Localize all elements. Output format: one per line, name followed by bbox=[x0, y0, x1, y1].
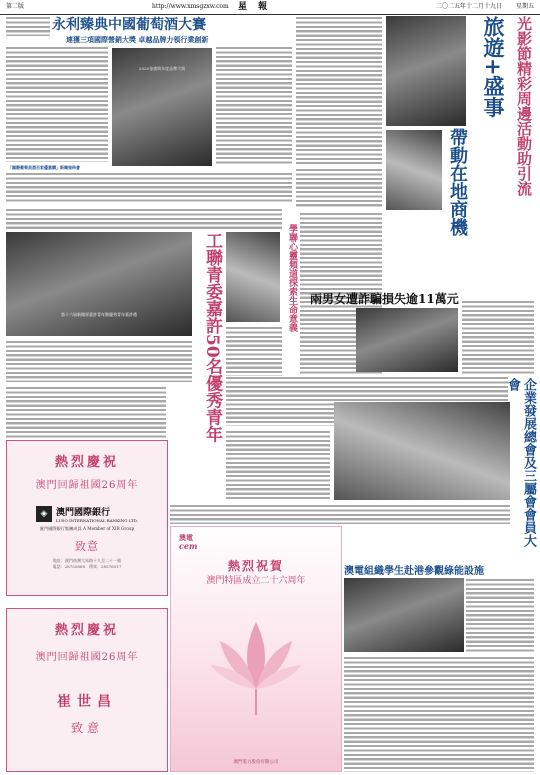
cem-logo-cn: 澳電 bbox=[179, 533, 193, 542]
lotus-icon bbox=[206, 607, 306, 717]
bank-name-cn: 澳門國際銀行 bbox=[56, 508, 111, 518]
ad-column-text bbox=[226, 326, 282, 382]
lead-headline: 永利臻典中國葡萄酒大賽 bbox=[52, 17, 206, 33]
weekday: 星期五 bbox=[516, 3, 535, 10]
feature-kicker-text: 光影節精彩周邊活動助引流 bbox=[515, 16, 533, 196]
page-header bbox=[0, 0, 540, 15]
bank-name-en: LUSO INTERNATIONAL BANKING LTD. bbox=[56, 518, 138, 523]
cem-body-text-2 bbox=[344, 656, 534, 772]
greeting-ad bbox=[6, 608, 168, 772]
issue-date: 二〇二五年十二月十九日 bbox=[436, 3, 503, 10]
lead-intro-text bbox=[6, 16, 50, 36]
greeting-ad-greeting: 致意 bbox=[70, 721, 103, 735]
cem-ad-subtitle: 澳門特區成立二十六周年 bbox=[206, 576, 306, 586]
feature-photo-2 bbox=[386, 130, 442, 210]
fraud-photo bbox=[356, 308, 458, 372]
bank-ad bbox=[6, 440, 168, 596]
greeting-ad-name: 崔世昌 bbox=[57, 694, 117, 710]
enterprise-body-text-2 bbox=[226, 430, 330, 500]
column-text-2 bbox=[296, 168, 382, 208]
bank-ad-title: 熱烈慶祝 bbox=[54, 455, 119, 470]
bank-group: 廈門國際銀行集團成員 A Member of XIB Group bbox=[39, 526, 135, 531]
cem-ad bbox=[170, 526, 342, 772]
cem-headline: 澳電組織學生赴港參觀綠能設施 bbox=[344, 566, 484, 577]
bank-logo-icon: ◈ bbox=[36, 506, 52, 522]
website-url: http://www.xmsgzxw.com bbox=[152, 3, 229, 10]
enterprise-headline-text: 企業發展總會及三屬會會員大會 bbox=[505, 378, 536, 547]
award-photo-caption: 2025金旗獎年度品牌大獎 bbox=[138, 66, 186, 71]
feature-photo bbox=[386, 16, 466, 126]
youth-body-text bbox=[6, 208, 282, 230]
newspaper-nameplate: 星 報 bbox=[238, 2, 272, 12]
cem-ad-footer: 澳門電力股份有限公司 bbox=[233, 760, 279, 765]
youth-headline-text: 工聯青委嘉許50名優秀青年 bbox=[202, 232, 222, 443]
youth-photo-caption: 第十六屆新聞界嘉許青年暨優秀青年嘉許禮 bbox=[61, 312, 137, 317]
youth-body-text-2 bbox=[6, 340, 192, 382]
cem-ad-title: 熱烈祝賀 bbox=[227, 559, 284, 573]
fraud-body-text bbox=[462, 300, 534, 374]
bank-address: 地址：澳門南灣大馬路十九至二十一號 bbox=[53, 558, 121, 563]
enterprise-headline bbox=[505, 378, 536, 558]
feature-kicker bbox=[510, 16, 534, 296]
feature-headline-a-text: 旅遊+盛事 bbox=[481, 16, 506, 118]
bank-phone: 電話：28755888 傳真：28578517 bbox=[52, 564, 122, 569]
youth-photo bbox=[6, 232, 192, 336]
fraud-headline: 兩男女遭詐騙損失逾11萬元 bbox=[310, 292, 459, 306]
ad-kicker-text: 學聯心靈頻道探索生命意義 bbox=[287, 224, 297, 332]
lead-body-text-2 bbox=[216, 46, 292, 166]
ad-kicker bbox=[284, 224, 298, 374]
feature-headline-a bbox=[468, 16, 504, 216]
enterprise-body-text-3 bbox=[170, 504, 510, 524]
cem-logo-en: cem bbox=[179, 541, 198, 551]
left-body-text bbox=[6, 386, 166, 438]
inline-caption: 「國際葡萄美酒百家優惠購」新聞發佈會 bbox=[8, 165, 80, 170]
column-text bbox=[296, 16, 382, 164]
lead-subhead: 連獲三項國際營銷大獎 卓越品牌力領行業創新 bbox=[66, 35, 209, 44]
ad-photo bbox=[226, 232, 280, 322]
greeting-ad-subtitle: 澳門回歸祖國26周年 bbox=[35, 652, 139, 663]
award-photo bbox=[112, 48, 212, 166]
lead-body-text bbox=[6, 46, 108, 162]
cem-body-text bbox=[466, 578, 534, 652]
lead-body-text-3 bbox=[6, 172, 292, 204]
greeting-ad-title: 熱烈慶祝 bbox=[54, 623, 119, 638]
youth-headline bbox=[196, 232, 222, 472]
cem-photo bbox=[344, 578, 464, 652]
feature-headline-b bbox=[444, 128, 468, 248]
feature-headline-b-text: 帶動在地商機 bbox=[447, 128, 468, 236]
bank-ad-subtitle: 澳門回歸祖國26周年 bbox=[35, 480, 139, 491]
enterprise-photo bbox=[334, 402, 510, 500]
page-number: 第二版 bbox=[6, 3, 25, 10]
bank-greeting: 致意 bbox=[75, 540, 99, 553]
